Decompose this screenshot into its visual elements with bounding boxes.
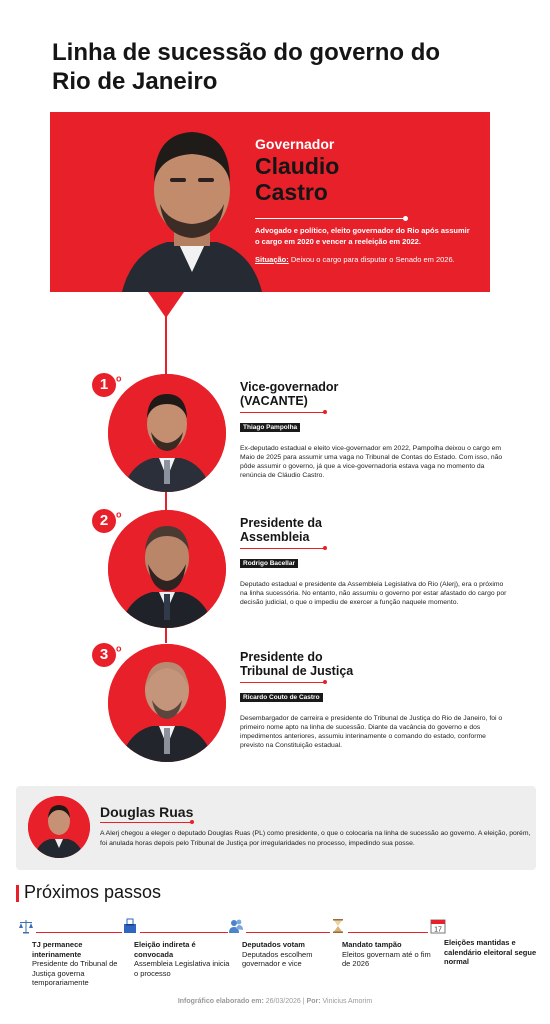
governor-role: Governador — [255, 136, 335, 152]
page-title: Linha de sucessão do governo do Rio de Janeiro — [52, 39, 441, 95]
step-text: Eleitos governam até o fim de 2026 — [342, 949, 431, 968]
divider — [255, 218, 405, 219]
step-title: Deputados votam — [242, 940, 305, 949]
governor-name-line2: Castro — [255, 179, 328, 205]
successor-text — [240, 380, 510, 480]
successor-text — [240, 516, 510, 607]
step-text: Assembleia Legislativa inicia o processo — [134, 959, 230, 978]
calendar-icon — [430, 918, 446, 934]
scales-icon — [18, 918, 34, 934]
succession-number: 1 $^o$ — [92, 372, 122, 397]
successor-name: Thiago Pampolha — [240, 423, 300, 432]
situation-label: Situação: — [255, 255, 289, 264]
step-title: Mandato tampão — [342, 940, 402, 949]
divider — [240, 682, 325, 683]
successor-role: Presidente da — [240, 516, 322, 530]
successor-text — [240, 650, 510, 750]
next-steps-title: Próximos passos — [24, 882, 162, 902]
divider — [100, 822, 192, 823]
step-text: Presidente do Tribunal de Justiça governa temporariamente — [32, 959, 118, 987]
credit-line — [0, 998, 550, 1005]
timeline-line — [36, 932, 122, 933]
connector-line — [165, 627, 167, 643]
douglas-ruas-box — [16, 786, 536, 870]
credit-author-label: Por: — [306, 998, 321, 1005]
step-title: TJ permanece interinamente — [32, 940, 83, 959]
step-item — [32, 940, 128, 988]
governor-name-line1: Claudio — [255, 153, 340, 179]
step-title: Eleição indireta é convocada — [134, 940, 196, 959]
credit-author: Vinicius Amorim — [322, 998, 373, 1005]
governor-text — [255, 136, 475, 265]
step-item — [342, 940, 438, 969]
succession-number: 2 $^o$ — [92, 508, 122, 533]
step-text: Deputados escolhem governador e vice — [242, 949, 313, 968]
successor-description: Deputado estadual e presidente da Assembleia Legislativa do Rio (Alerj), era o próximo na linha sucessória. No entanto, não assumiu o governo por estar afastado do cargo por decisão judicial, o que o impediu de exercer a função naquele momento. — [240, 581, 507, 606]
successor-role: Assembleia — [240, 530, 310, 544]
successor-role: Vice-governador — [240, 380, 339, 394]
section-marker — [16, 885, 19, 902]
successor-photo — [108, 510, 226, 628]
douglas-description: A Alerj chegou a eleger o deputado Douglas Ruas (PL) como presidente, o que o colocaria na linha de sucessão ao governo. A eleição, porém, foi anulada horas depois pelo Tribunal de Justiça por irregularidades no processo, impedindo sua posse. — [100, 830, 531, 847]
successor-photo — [108, 374, 226, 492]
successor-role: Tribunal de Justiça — [240, 664, 354, 678]
step-title: Eleições mantidas e calendário eleitoral segue normal — [444, 938, 537, 966]
successor-description: Ex-deputado estadual e eleito vice-governador em 2022, Pampolha deixou o cargo em Maio de 2025 para assumir uma vaga no Tribunal de Contas do Estado. Com isso, não pôde assumir o governo, já que a vice-governadoria estava vaga no momento da renúncia de Cláudio Castro. — [240, 445, 503, 479]
governor-situation — [255, 254, 475, 265]
divider — [240, 412, 325, 413]
timeline-line — [140, 932, 228, 933]
successor-photo — [108, 644, 226, 762]
svg-text:17: 17 — [434, 926, 442, 934]
timeline-line — [246, 932, 330, 933]
hourglass-icon — [330, 918, 346, 934]
governor-photo — [112, 112, 272, 292]
successor-role: (VACANTE) — [240, 394, 308, 408]
succession-number: 3 $^o$ — [92, 642, 122, 667]
credit-separator: | — [302, 998, 305, 1005]
successor-name: Rodrigo Bacellar — [240, 559, 298, 568]
divider — [240, 548, 325, 549]
step-item — [134, 940, 230, 978]
governor-card — [50, 112, 490, 292]
connector-line — [165, 490, 167, 510]
step-item — [444, 938, 538, 967]
douglas-name: Douglas Ruas — [100, 804, 194, 820]
credit-date: 26/03/2026 — [265, 998, 301, 1005]
ballot-box-icon — [122, 918, 138, 934]
connector-line — [165, 310, 167, 378]
people-icon — [228, 918, 244, 934]
next-steps-timeline — [18, 918, 538, 988]
timeline-line — [348, 932, 428, 933]
successor-role: Presidente do — [240, 650, 323, 664]
step-item — [242, 940, 338, 969]
douglas-photo — [28, 796, 90, 858]
credit-label: Infográfico elaborado em: — [177, 998, 264, 1005]
successor-description: Desembargador de carreira e presidente do Tribunal de Justiça do Rio de Janeiro, foi o primeiro nome apto na linha de sucessão. Diante da vacância do governo e dos impedimentos anteriores, assumiu interinamente o comando do estado, conforme previsto na Constituição estadual. — [240, 715, 503, 749]
successor-name: Ricardo Couto de Castro — [240, 693, 323, 702]
governor-description: Advogado e político, eleito governador do Rio após assumir o cargo em 2020 e vencer a reeleição em 2022. — [255, 226, 470, 246]
situation-text: Deixou o cargo para disputar o Senado em 2026. — [290, 255, 455, 264]
